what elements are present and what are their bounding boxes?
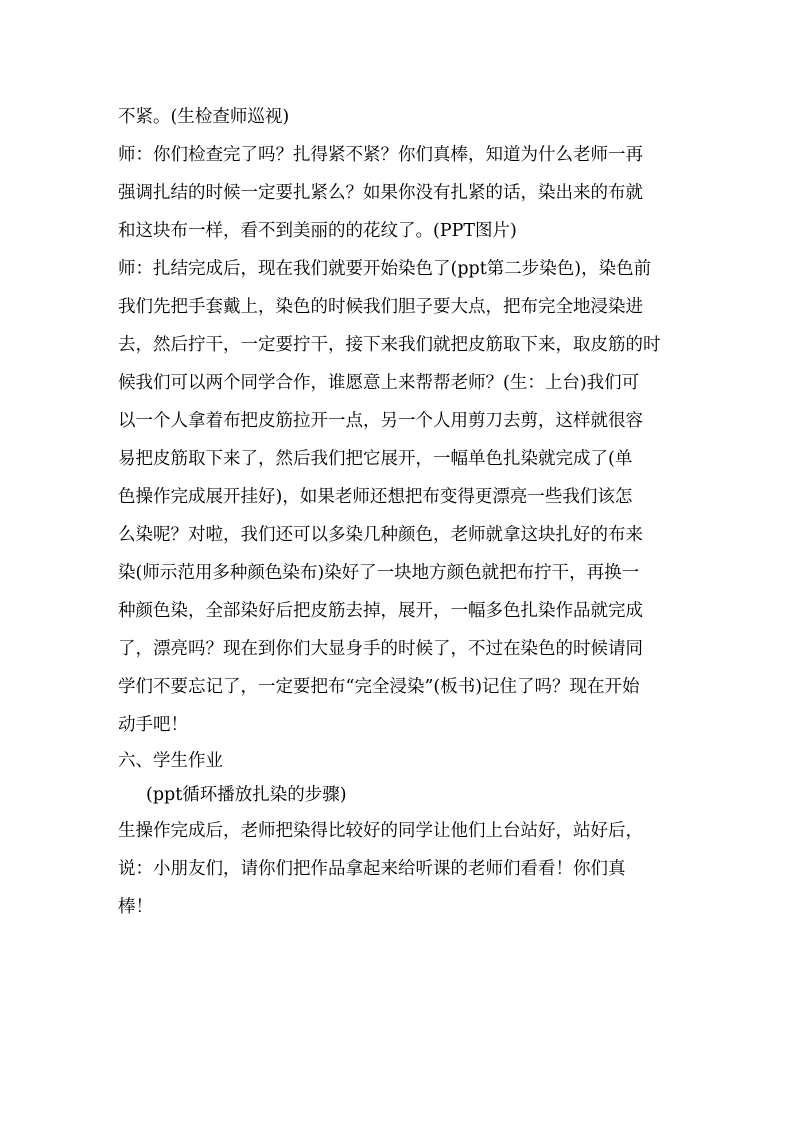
text-line: 染(师示范用多种颜色染布)染好了一块地方颜色就把布拧干，再换一: [118, 563, 640, 583]
text-line: 和这块布一样，看不到美丽的的花纹了。(PPT图片): [118, 221, 517, 241]
text-line: 动手吧！: [118, 715, 188, 735]
text-line: (ppt循环播放扎染的步骤): [146, 785, 347, 805]
text-line: 色操作完成展开挂好)，如果老师还想把布变得更漂亮一些我们该怎: [118, 487, 633, 507]
text-line: 说：小朋友们，请你们把作品拿起来给听课的老师们看看！你们真: [118, 859, 626, 879]
text-line: 不紧。(生检查师巡视): [118, 107, 290, 127]
text-line: 以一个人拿着布把皮筋拉开一点，另一个人用剪刀去剪，这样就很容: [118, 411, 643, 431]
text-line: 么染呢？对啦，我们还可以多染几种颜色，老师就拿这块扎好的布来: [118, 525, 643, 545]
text-line: 生操作完成后，老师把染得比较好的同学让他们上台站好，站好后，: [118, 821, 643, 841]
text-line: 候我们可以两个同学合作，谁愿意上来帮帮老师？(生：上台)我们可: [118, 373, 640, 393]
text-line: 了，漂亮吗？现在到你们大显身手的时候了，不过在染色的时候请同: [118, 639, 643, 659]
text-line: 学们不要忘记了，一定要把布“完全浸染”(板书)记住了吗？现在开始: [118, 677, 640, 697]
text-line: 师：扎结完成后，现在我们就要开始染色了(ppt第二步染色)，染色前: [118, 259, 652, 279]
text-line: 师：你们检查完了吗？扎得紧不紧？你们真棒，知道为什么老师一再: [118, 145, 643, 165]
text-line: 易把皮筋取下来了，然后我们把它展开，一幅单色扎染就完成了(单: [118, 449, 633, 469]
text-line: 去，然后拧干，一定要拧干，接下来我们就把皮筋取下来，取皮筋的时: [118, 335, 661, 355]
text-line: 种颜色染，全部染好后把皮筋去掉，展开，一幅多色扎染作品就完成: [118, 601, 643, 621]
text-line: 棒！: [118, 897, 153, 917]
section-heading: 六、学生作业: [118, 751, 223, 771]
document-body: [118, 98, 678, 926]
text-line: 我们先把手套戴上，染色的时候我们胆子要大点，把布完全地浸染进: [118, 297, 643, 317]
text-line: 强调扎结的时候一定要扎紧么？如果你没有扎紧的话，染出来的布就: [118, 183, 643, 203]
